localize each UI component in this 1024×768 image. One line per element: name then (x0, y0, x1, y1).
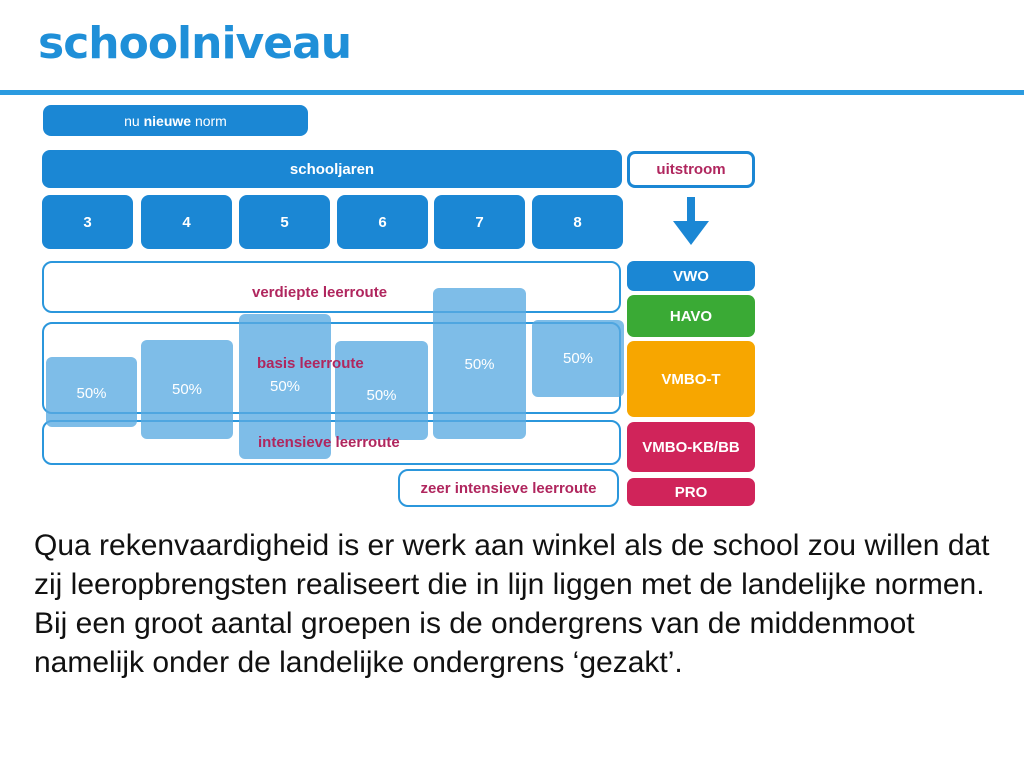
bar-year-7 (433, 288, 526, 439)
year-box-5: 5 (239, 195, 330, 249)
route-label-verdiepte: verdiepte leerroute (252, 284, 388, 301)
outflow-havo: HAVO (627, 295, 755, 337)
bar-label: 50% (366, 387, 397, 404)
year-box-4: 4 (141, 195, 232, 249)
bar-label: 50% (464, 356, 495, 373)
bar-label: 50% (269, 378, 301, 395)
bar-year-4 (141, 340, 233, 439)
norm-banner (43, 105, 308, 136)
bar-year-3 (46, 357, 137, 427)
bar-label: 50% (562, 350, 594, 367)
year-box-7: 7 (434, 195, 525, 249)
year-box-8: 8 (532, 195, 623, 249)
bar-label: 50% (171, 381, 203, 398)
route-frame-zeer-intensieve (398, 469, 619, 507)
arrow-down-icon (672, 197, 710, 247)
outflow-pro: PRO (627, 478, 755, 506)
outflow-vmbo-t: VMBO-T (627, 341, 755, 417)
norm-bold: nieuwe (143, 112, 192, 129)
outflow-vwo: VWO (627, 261, 755, 291)
body-paragraph: Qua rekenvaardigheid is er werk aan winkel als de school zou willen dat zij leeropbrengsten realiseert die in lijn liggen met de landelijke normen. Bij een groot aantal groepen is de ondergrens van de middenmoot namelijk onder de landelijke ondergrens ‘gezakt’. (34, 529, 990, 679)
title-divider (0, 90, 1024, 95)
bar-year-8 (532, 320, 624, 397)
schooljaren-banner: schooljaren (42, 150, 622, 188)
route-label-intensieve: intensieve leerroute (258, 434, 400, 451)
route-label-zeer-intensieve: zeer intensieve leerroute (420, 479, 597, 497)
norm-prefix: nu (124, 112, 144, 129)
bar-label: 50% (76, 385, 107, 402)
route-label-basis: basis leerroute (257, 355, 364, 372)
year-box-6: 6 (337, 195, 428, 249)
norm-label (124, 113, 227, 129)
outflow-vmbo-kb-bb: VMBO-KB/BB (627, 422, 755, 472)
year-box-3: 3 (42, 195, 133, 249)
norm-suffix: norm (191, 112, 227, 129)
page-title: schoolniveau (38, 18, 352, 69)
uitstroom-header: uitstroom (627, 151, 755, 188)
